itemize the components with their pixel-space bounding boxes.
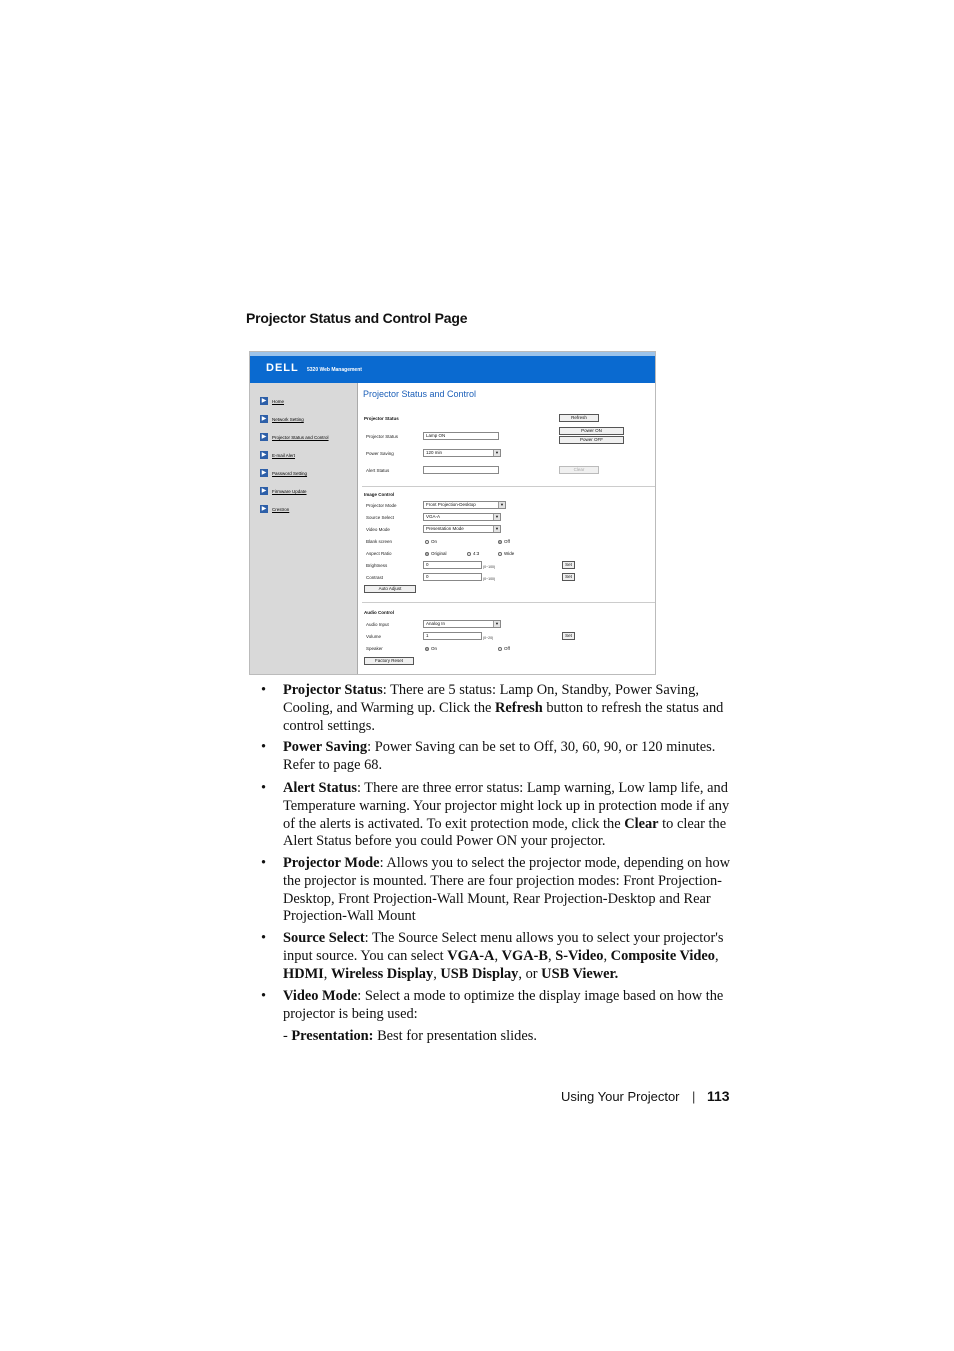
label-brightness: Brightness [366,563,388,568]
main-panel [358,383,655,674]
section-heading: Projector Status and Control Page [246,310,468,326]
blank-off-radio[interactable]: Off [498,539,510,544]
aspect-original-radio[interactable]: Original [425,551,447,556]
nav-network-setting[interactable]: ▶ Network Setting [261,416,304,422]
aspect-wide-radio[interactable]: Wide [498,551,514,556]
sub-item-presentation: - Presentation: Best for presentation slides. [283,1028,537,1044]
footer-section-title: Using Your Projector [561,1089,680,1104]
speaker-on-radio[interactable]: On [425,646,437,651]
web-management-screenshot [249,351,656,675]
refresh-button[interactable]: Refresh [559,414,599,422]
bullet-source-select: • Source Select: The Source Select menu allows you to select your projector's input source. You can select VGA-A, VGA-B, S-Video, Composite Video, HDMI, Wireless Display, USB Display, or USB Viewer. [283,930,735,983]
arrow-right-icon: ▶ [261,470,267,476]
arrow-right-icon: ▶ [261,506,267,512]
label-contrast: Contrast [366,575,384,580]
label-speaker: Speaker [366,646,383,651]
page-title: Projector Status and Control [363,389,477,399]
volume-hint: (0~20) [483,636,494,640]
arrow-right-icon: ▶ [261,434,267,440]
chevron-down-icon: ▼ [493,621,500,627]
nav-projector-status[interactable]: ▶ Projector Status and Control [261,434,329,440]
volume-input[interactable]: 1 [423,632,482,640]
footer-separator: | [692,1089,696,1104]
divider [362,602,655,603]
label-projector-status: Projector Status [366,434,399,439]
section-audio-control: Audio Control [364,610,394,615]
alert-status-field [423,466,499,474]
label-video-mode: Video Mode [366,527,390,532]
nav-email-alert[interactable]: ▶ E-mail Alert [261,452,296,458]
auto-adjust-button[interactable]: Auto Adjust [364,585,416,593]
label-volume: Volume [366,634,382,639]
bullet-alert-status: • Alert Status: There are three error status: Lamp warning, Low lamp life, and Temperature warning. Your projector might lock up in protection mode if any of the alerts is activated. To exit protection mode, click the Clear to clear the Alert Status before you could Power ON your projector. [283,780,735,851]
page-number: 113 [707,1088,730,1104]
label-alert-status: Alert Status [366,468,390,473]
volume-set-button[interactable]: Set [562,632,575,640]
aspect-43-radio[interactable]: 4:3 [467,551,479,556]
factory-reset-button[interactable]: Factory Reset [364,657,414,665]
bullet-projector-mode: • Projector Mode: Allows you to select the projector mode, depending on how the projector is mounted. There are four projection modes: Front Projection-Desktop, Front Projection-Wall Mount, Rear Projection-Desktop and Rear Projection-Wall Mount [283,855,735,926]
arrow-right-icon: ▶ [261,488,267,494]
nav-password-setting[interactable]: ▶ Password Setting [261,470,308,476]
label-power-saving: Power Saving [366,451,394,456]
chevron-down-icon: ▼ [493,514,500,520]
divider [362,486,655,487]
arrow-right-icon: ▶ [261,416,267,422]
arrow-right-icon: ▶ [261,398,267,404]
label-blank-screen: Blank screen [366,539,393,544]
app-title: 5320 Web Management [307,367,362,373]
projector-mode-select[interactable]: Front Projection-Desktop ▼ [423,501,506,509]
power-off-button[interactable]: Power OFF [559,436,624,444]
chevron-down-icon: ▼ [498,502,505,508]
label-audio-input: Audio Input [366,622,389,627]
brightness-hint: (0~100) [483,565,496,569]
chevron-down-icon: ▼ [493,526,500,532]
clear-button[interactable]: Clear [559,466,599,474]
arrow-right-icon: ▶ [261,452,267,458]
section-projector-status: Projector Status [364,416,399,421]
bullet-power-saving: • Power Saving: Power Saving can be set to Off, 30, 60, 90, or 120 minutes. Refer to page 68. [283,739,735,775]
projector-status-field: Lamp ON [423,432,499,440]
power-on-button[interactable]: Power ON [559,427,624,435]
left-nav [250,383,358,674]
dell-logo: DELL [266,362,299,374]
label-aspect-ratio: Aspect Ratio [366,551,392,556]
top-banner [250,352,655,383]
nav-home[interactable]: ▶ Home [261,398,285,404]
bullet-video-mode: • Video Mode: Select a mode to optimize the display image based on how the projector is being used: [283,988,735,1024]
contrast-set-button[interactable]: Set [562,573,575,581]
speaker-off-radio[interactable]: Off [498,646,510,651]
power-saving-select[interactable]: 120 min ▼ [423,449,501,457]
brightness-set-button[interactable]: Set [562,561,575,569]
audio-input-select[interactable]: Analog In ▼ [423,620,501,628]
section-image-control: Image Control [364,492,395,497]
source-select[interactable]: VGA-A ▼ [423,513,501,521]
nav-crestron[interactable]: ▶ Crestron [261,506,290,512]
bullet-projector-status: • Projector Status: There are 5 status: Lamp On, Standby, Power Saving, Cooling, and Warming up. Click the Refresh button to refresh the status and control settings. [283,682,735,735]
label-projector-mode: Projector Mode [366,503,397,508]
contrast-hint: (0~100) [483,577,496,581]
chevron-down-icon: ▼ [493,450,500,456]
brightness-input[interactable]: 0 [423,561,482,569]
nav-firmware-update[interactable]: ▶ Firmware Update [261,488,307,494]
blank-on-radio[interactable]: On [425,539,437,544]
contrast-input[interactable]: 0 [423,573,482,581]
video-mode-select[interactable]: Presentation Mode ▼ [423,525,501,533]
label-source-select: Source Select [366,515,395,520]
